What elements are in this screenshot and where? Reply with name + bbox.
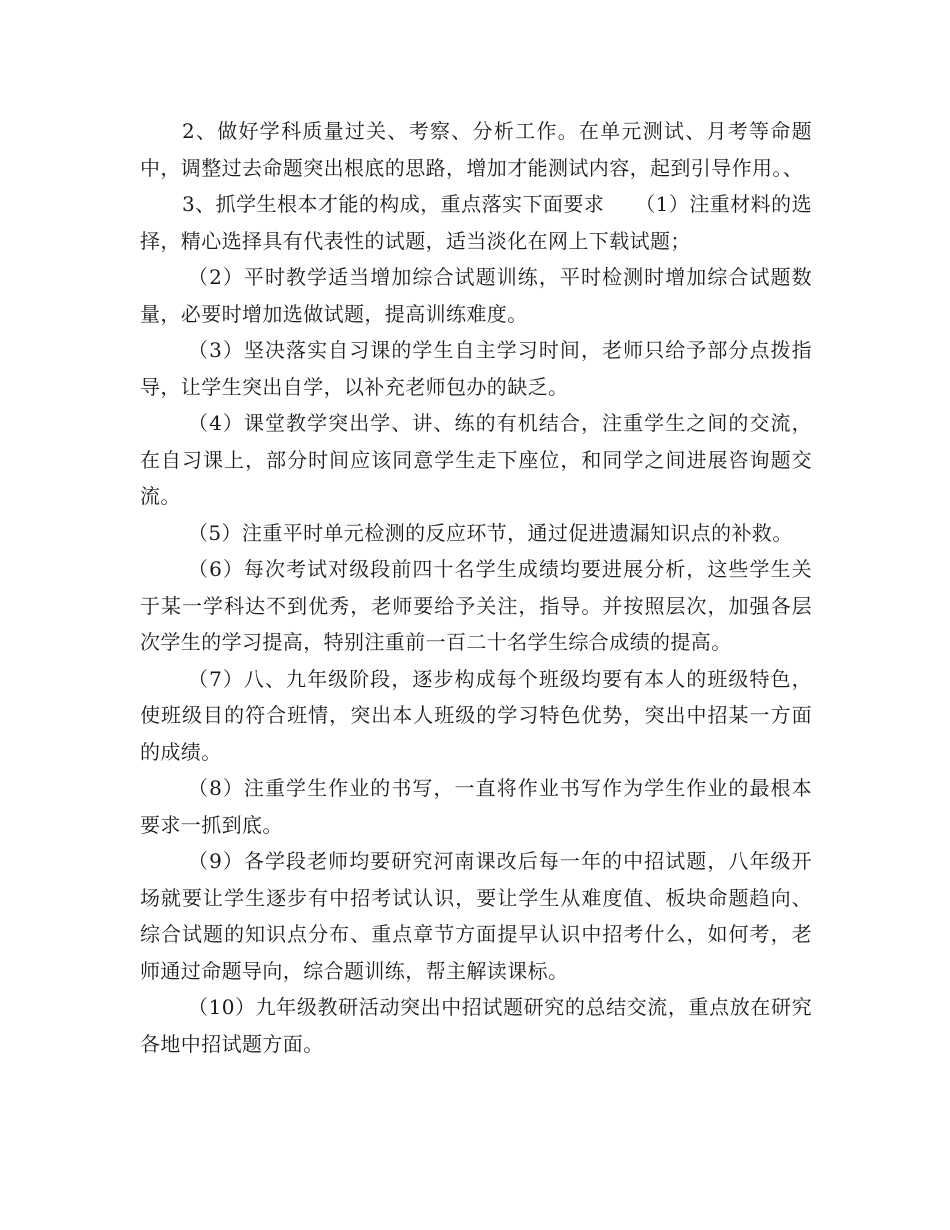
paragraph-subitem-10: （10）九年级教研活动突出中招试题研究的总结交流，重点放在研究各地中招试题方面。 (140, 995, 812, 1056)
paragraph-item-3: 3、抓学生根本才能的构成，重点落实下面要求 （1）注重材料的选择，精心选择具有代表性的试题，适当淡化在网上下载试题； (140, 192, 812, 253)
paragraph-subitem-2: （2）平时教学适当增加综合试题训练，平时检测时增加综合试题数量，必要时增加选做试题，提高训练难度。 (140, 265, 812, 326)
paragraph-subitem-7: （7）八、九年级阶段，逐步构成每个班级均要有本人的班级特色，使班级目的符合班情，突出本人班级的学习特色优势，突出中招某一方面的成绩。 (140, 666, 812, 764)
paragraph-subitem-3: （3）坚决落实自习课的学生自主学习时间，老师只给予部分点拨指导，让学生突出自学，以补充老师包办的缺乏。 (140, 338, 812, 399)
paragraph-item-2: 2、做好学科质量过关、考察、分析工作。在单元测试、月考等命题中，调整过去命题突出根底的思路，增加才能测试内容，起到引导作用。、 (140, 119, 812, 180)
paragraph-subitem-6: （6）每次考试对级段前四十名学生成绩均要进展分析，这些学生关于某一学科达不到优秀，老师要给予关注，指导。并按照层次，加强各层次学生的学习提高，特别注重前一百二十名学生综合成绩的提高。 (140, 557, 812, 654)
paragraph-subitem-9: （9）各学段老师均要研究河南课改后每一年的中招试题，八年级开场就要让学生逐步有中招考试认识，要让学生从难度值、板块命题趋向、综合试题的知识点分布、重点章节方面提早认识中招考什么，如何考，老师通过命题导向，综合题训练，帮主解读课标。 (140, 849, 812, 983)
paragraph-subitem-5: （5）注重平时单元检测的反应环节，通过促进遗漏知识点的补救。 (188, 520, 793, 545)
paragraph-subitem-8: （8）注重学生作业的书写，一直将作业书写作为学生作业的最根本要求一抓到底。 (140, 776, 812, 837)
document-body (140, 113, 812, 1062)
paragraph-subitem-4: （4）课堂教学突出学、讲、练的有机结合，注重学生之间的交流，在自习课上，部分时间应该同意学生走下座位，和同学之间进展咨询题交流。 (140, 411, 812, 508)
